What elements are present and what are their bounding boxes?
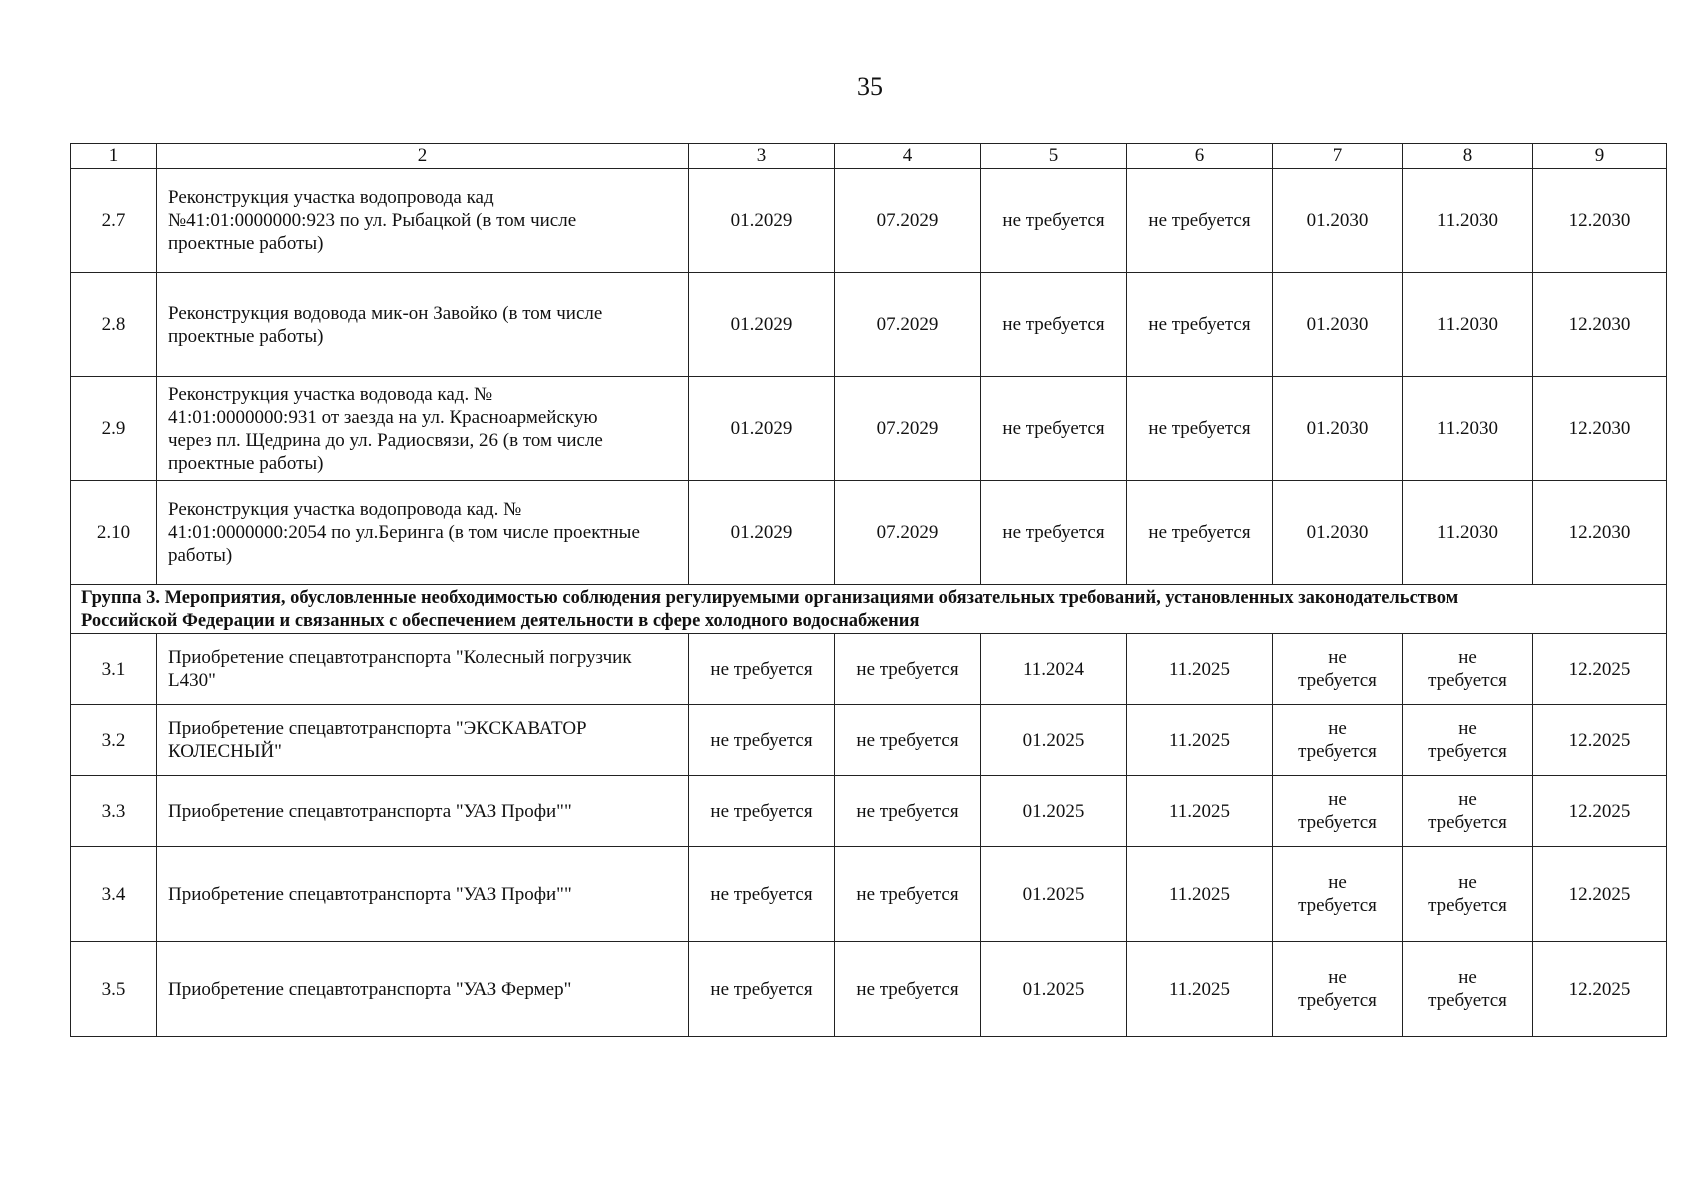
- desc-line: L430": [168, 670, 216, 691]
- cell-c4: 07.2029: [835, 377, 981, 481]
- desc-line: работы): [168, 545, 233, 566]
- row-description: [157, 377, 689, 481]
- table-row: [71, 705, 1667, 776]
- cell-c5: 01.2025: [981, 776, 1127, 847]
- cell-c7: не требуется: [1273, 942, 1403, 1037]
- desc-line: Приобретение спецавтотранспорта "Колесный погрузчик: [168, 647, 632, 668]
- cell-c8: не требуется: [1403, 776, 1533, 847]
- header-cell: 6: [1127, 144, 1273, 169]
- cell-c7: 01.2030: [1273, 169, 1403, 273]
- cell-c6: 11.2025: [1127, 634, 1273, 705]
- desc-line: проектные работы): [168, 452, 324, 474]
- desc-line: №41:01:0000000:923 по ул. Рыбацкой (в том числе: [168, 210, 577, 231]
- cell-c8: не требуется: [1403, 705, 1533, 776]
- cell-c5: не требуется: [981, 169, 1127, 273]
- cell-c8: 11.2030: [1403, 169, 1533, 273]
- cell-c3: 01.2029: [689, 481, 835, 585]
- row-description: [157, 273, 689, 377]
- cell-c6: 11.2025: [1127, 942, 1273, 1037]
- cell-c9: 12.2030: [1533, 377, 1667, 481]
- table-row: [71, 481, 1667, 585]
- desc-line: КОЛЕСНЫЙ": [168, 741, 282, 762]
- cell-c4: 07.2029: [835, 481, 981, 585]
- desc-line: Приобретение спецавтотранспорта "УАЗ Профи"": [168, 883, 572, 905]
- cell-c7: не требуется: [1273, 705, 1403, 776]
- row-number: 2.10: [71, 481, 157, 585]
- desc-line: Приобретение спецавтотранспорта "ЭКСКАВАТОР: [168, 718, 587, 739]
- table-row: [71, 169, 1667, 273]
- desc-line: Реконструкция участка водопровода кад: [168, 187, 494, 208]
- row-number: 3.3: [71, 776, 157, 847]
- cell-c8: 11.2030: [1403, 377, 1533, 481]
- group-heading-row: [71, 585, 1667, 634]
- row-number: 3.2: [71, 705, 157, 776]
- header-cell: 4: [835, 144, 981, 169]
- header-row: [71, 144, 1667, 169]
- header-cell: 9: [1533, 144, 1667, 169]
- table-row: [71, 942, 1667, 1037]
- header-cell: 8: [1403, 144, 1533, 169]
- cell-c6: не требуется: [1127, 481, 1273, 585]
- desc-line: через пл. Щедрина до ул. Радиосвязи, 26 (в том числе: [168, 429, 603, 451]
- group-heading-line: Группа 3. Мероприятия, обусловленные необходимостью соблюдения регулируемыми организациями обязательных требований, установленных законодательством: [81, 588, 1459, 608]
- cell-c9: 12.2030: [1533, 273, 1667, 377]
- row-number: 3.4: [71, 847, 157, 942]
- cell-c6: 11.2025: [1127, 705, 1273, 776]
- desc-line: проектные работы): [168, 233, 324, 254]
- cell-c4: не требуется: [835, 942, 981, 1037]
- cell-c9: 12.2025: [1533, 705, 1667, 776]
- cell-c6: не требуется: [1127, 273, 1273, 377]
- cell-c8: не требуется: [1403, 942, 1533, 1037]
- page-number: 35: [857, 72, 883, 101]
- cell-c9: 12.2025: [1533, 847, 1667, 942]
- cell-c6: не требуется: [1127, 169, 1273, 273]
- desc-line: Реконструкция участка водовода кад. №: [168, 383, 493, 405]
- cell-c9: 12.2025: [1533, 942, 1667, 1037]
- cell-c3: 01.2029: [689, 377, 835, 481]
- row-number: 3.5: [71, 942, 157, 1037]
- cell-c4: не требуется: [835, 634, 981, 705]
- row-description: [157, 847, 689, 942]
- group-heading-line: Российской Федерации и связанных с обеспечением деятельности в сфере холодного водоснабжения: [81, 611, 920, 631]
- desc-line: Реконструкция водовода мик-он Завойко (в том числе: [168, 302, 603, 324]
- cell-c3: не требуется: [689, 634, 835, 705]
- cell-c8: не требуется: [1403, 634, 1533, 705]
- row-description: [157, 634, 689, 705]
- header-cell: 2: [157, 144, 689, 169]
- row-description: [157, 942, 689, 1037]
- cell-c7: не требуется: [1273, 634, 1403, 705]
- row-description: [157, 705, 689, 776]
- cell-c8: 11.2030: [1403, 273, 1533, 377]
- cell-c5: не требуется: [981, 481, 1127, 585]
- cell-c5: 11.2024: [981, 634, 1127, 705]
- cell-c3: не требуется: [689, 942, 835, 1037]
- cell-c5: 01.2025: [981, 847, 1127, 942]
- desc-line: 41:01:0000000:931 от заезда на ул. Красноармейскую: [168, 406, 598, 428]
- header-cell: 7: [1273, 144, 1403, 169]
- group-heading: [71, 585, 1667, 634]
- cell-c4: не требуется: [835, 776, 981, 847]
- table-row: [71, 634, 1667, 705]
- cell-c6: 11.2025: [1127, 847, 1273, 942]
- cell-c5: 01.2025: [981, 942, 1127, 1037]
- cell-c9: 12.2025: [1533, 776, 1667, 847]
- cell-c7: не требуется: [1273, 847, 1403, 942]
- cell-c7: 01.2030: [1273, 273, 1403, 377]
- cell-c6: не требуется: [1127, 377, 1273, 481]
- desc-line: Реконструкция участка водопровода кад. №: [168, 499, 522, 520]
- row-number: 2.9: [71, 377, 157, 481]
- cell-c4: 07.2029: [835, 273, 981, 377]
- cell-c9: 12.2030: [1533, 169, 1667, 273]
- cell-c3: 01.2029: [689, 273, 835, 377]
- header-cell: 5: [981, 144, 1127, 169]
- cell-c5: не требуется: [981, 377, 1127, 481]
- cell-c8: не требуется: [1403, 847, 1533, 942]
- header-cell: 1: [71, 144, 157, 169]
- cell-c8: 11.2030: [1403, 481, 1533, 585]
- cell-c5: не требуется: [981, 273, 1127, 377]
- cell-c5: 01.2025: [981, 705, 1127, 776]
- desc-line: Приобретение спецавтотранспорта "УАЗ Профи"": [168, 800, 572, 822]
- table-row: [71, 847, 1667, 942]
- row-description: [157, 776, 689, 847]
- desc-line: 41:01:0000000:2054 по ул.Беринга (в том числе проектные: [168, 522, 640, 543]
- row-number: 2.7: [71, 169, 157, 273]
- cell-c4: не требуется: [835, 705, 981, 776]
- schedule-table: [70, 143, 1667, 1037]
- desc-line: проектные работы): [168, 325, 324, 347]
- cell-c3: не требуется: [689, 776, 835, 847]
- row-number: 3.1: [71, 634, 157, 705]
- table-row: [71, 776, 1667, 847]
- cell-c3: не требуется: [689, 847, 835, 942]
- cell-c7: 01.2030: [1273, 377, 1403, 481]
- table-row: [71, 377, 1667, 481]
- cell-c7: 01.2030: [1273, 481, 1403, 585]
- table-row: [71, 273, 1667, 377]
- cell-c9: 12.2025: [1533, 634, 1667, 705]
- cell-c6: 11.2025: [1127, 776, 1273, 847]
- row-description: [157, 169, 689, 273]
- cell-c3: 01.2029: [689, 169, 835, 273]
- cell-c4: 07.2029: [835, 169, 981, 273]
- cell-c3: не требуется: [689, 705, 835, 776]
- cell-c7: не требуется: [1273, 776, 1403, 847]
- cell-c9: 12.2030: [1533, 481, 1667, 585]
- desc-line: Приобретение спецавтотранспорта "УАЗ Фермер": [168, 978, 572, 1000]
- cell-c4: не требуется: [835, 847, 981, 942]
- header-cell: 3: [689, 144, 835, 169]
- row-number: 2.8: [71, 273, 157, 377]
- row-description: [157, 481, 689, 585]
